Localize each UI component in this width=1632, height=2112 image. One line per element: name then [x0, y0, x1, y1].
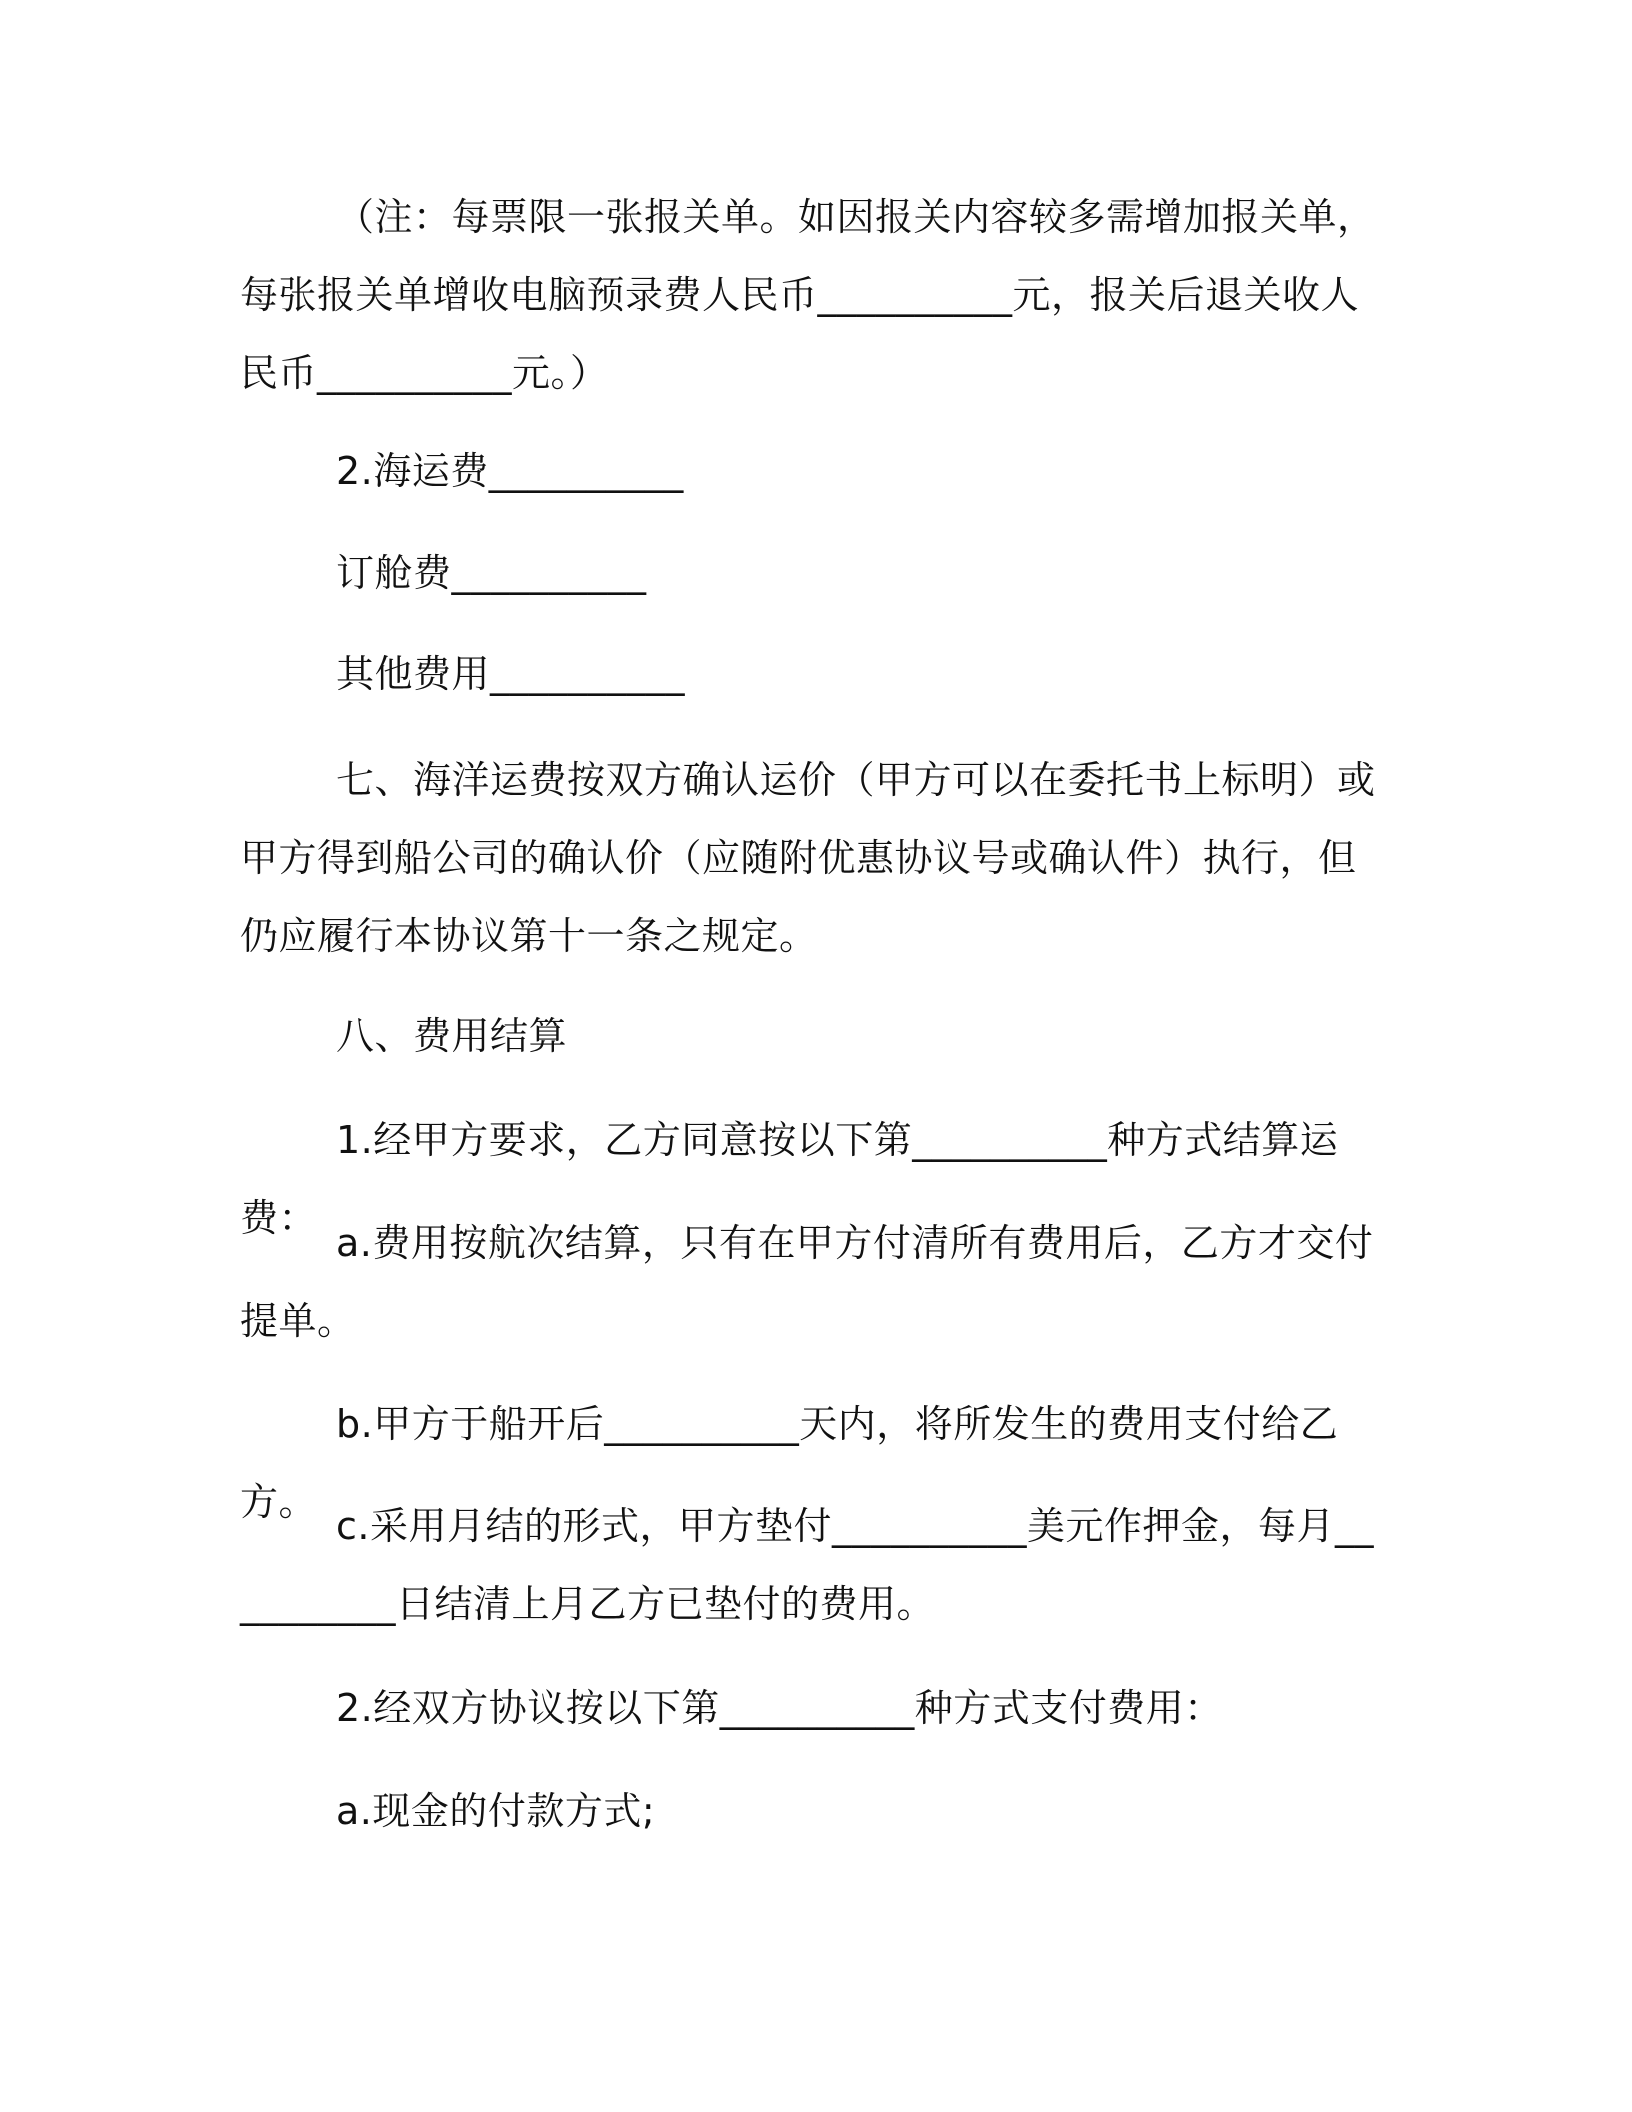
paragraph-booking-fee: 订舱费__________: [336, 551, 647, 595]
paragraph-sea-freight: 2.海运费__________: [336, 449, 684, 493]
paragraph-note: （注：每票限一张报关单。如因报关内容较多需增加报关单，每张报关单增收电脑预录费人民币__________元，报关后退关收人民币__________元。）: [240, 195, 1376, 395]
paragraph-payment-2: 2.经双方协议按以下第__________种方式支付费用：: [336, 1686, 1223, 1730]
paragraph-article-8-heading: 八、费用结算: [336, 1014, 568, 1058]
paragraph-article-7: 七、海洋运费按双方确认运价（甲方可以在委托书上标明）或甲方得到船公司的确认价（应随附优惠协议号或确认件）执行，但仍应履行本协议第十一条之规定。: [240, 758, 1376, 958]
paragraph-settlement-1a: a.费用按航次结算，只有在甲方付清所有费用后，乙方才交付提单。: [240, 1221, 1374, 1343]
paragraph-other-fees: 其他费用__________: [336, 652, 686, 696]
paragraph-settlement-1b: b.甲方于船开后__________天内，将所发生的费用支付给乙方。: [240, 1402, 1339, 1524]
paragraph-settlement-1c: c.采用月结的形式，甲方垫付__________美元作押金，每月__________日结清上月乙方已垫付的费用。: [240, 1504, 1374, 1626]
paragraph-payment-2a: a.现金的付款方式;: [336, 1789, 656, 1833]
paragraph-settlement-1: 1.经甲方要求，乙方同意按以下第__________种方式结算运费：: [240, 1118, 1339, 1240]
